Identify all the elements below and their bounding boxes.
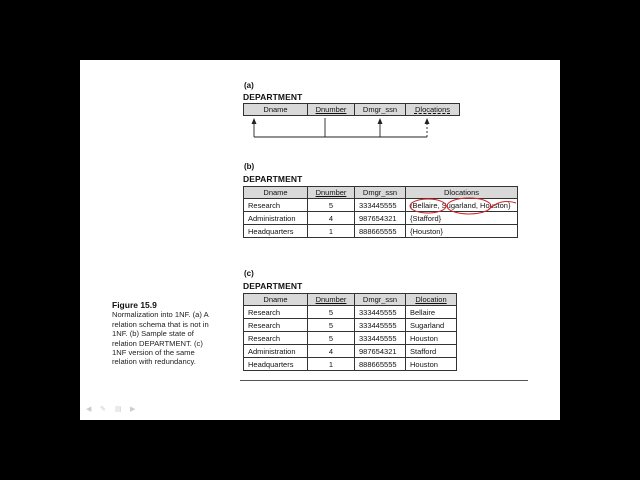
cell-dnumber: 4 [308,212,355,225]
cell-dmgr-ssn: 333445555 [355,199,406,212]
cell-dnumber: 5 [308,319,355,332]
cell-dnumber: 5 [308,332,355,345]
cell-dname: Research [244,306,308,319]
cell-dlocation: Houston [406,358,457,371]
cell-dname: Research [244,319,308,332]
schema-a-dmgr-ssn: Dmgr_ssn [355,104,406,116]
table-c [243,293,457,371]
cell-dlocation: Bellaire [406,306,457,319]
arrow-back-icon[interactable]: ◀ [86,406,92,413]
cell-dmgr-ssn: 333445555 [355,332,406,345]
cell-dlocation: Sugarland [406,319,457,332]
annotation-circle-bellaire [410,199,446,213]
cell-dname: Administration [244,212,308,225]
table-b-header: Dname [244,187,308,199]
table-row [244,319,457,332]
cell-dnumber: 1 [308,358,355,371]
cell-dlocation: Stafford [406,345,457,358]
cell-dlocations: {Stafford} [406,212,518,225]
table-b-header: Dlocations [406,187,518,199]
functional-dependency-arrows [240,115,470,145]
red-annotation-circles [400,194,530,218]
cell-dnumber: 5 [308,199,355,212]
arrow-forward-icon[interactable]: ▶ [130,406,136,413]
part-a-title: DEPARTMENT [243,92,303,102]
caption-line: relation DEPARTMENT. (c) [112,338,203,348]
divider [240,380,528,381]
cell-dnumber: 4 [308,345,355,358]
cell-dlocations: {Houston} [406,225,518,238]
table-row [244,225,518,238]
part-a-label: (a) [244,81,254,90]
cell-dmgr-ssn: 888665555 [355,225,406,238]
part-c-label: (c) [244,269,254,278]
cell-dmgr-ssn: 987654321 [355,345,406,358]
caption-line: relation with redundancy. [112,357,196,367]
figure-caption [112,301,232,367]
caption-line: 1NF. (b) Sample state of [112,329,194,339]
pen-icon[interactable]: ✎ [100,406,106,413]
cell-dlocation: Houston [406,332,457,345]
cell-dname: Headquarters [244,358,308,371]
schema-a-dname: Dname [244,104,308,116]
cell-dmgr-ssn: 333445555 [355,306,406,319]
table-b-header: Dmgr_ssn [355,187,406,199]
cell-dlocations: {Bellaire, Sugarland, Houston} [406,199,518,212]
caption-line: 1NF version of the same [112,348,195,358]
part-c-title: DEPARTMENT [243,281,303,291]
table-c-header: Dmgr_ssn [355,294,406,306]
table-c-header: Dnumber [308,294,355,306]
table-row [244,345,457,358]
part-b-title: DEPARTMENT [243,174,303,184]
cell-dnumber: 5 [308,306,355,319]
table-row [244,306,457,319]
cell-dmgr-ssn: 888665555 [355,358,406,371]
table-row [244,332,457,345]
caption-line: Normalization into 1NF. (a) A [112,310,209,320]
schema-a-dlocations: Dlocations [406,104,460,116]
cell-dname: Headquarters [244,225,308,238]
table-c-header: Dlocation [406,294,457,306]
annotation-stroke-houston [488,202,516,210]
cell-dname: Research [244,332,308,345]
part-b-label: (b) [244,162,255,171]
cell-dname: Administration [244,345,308,358]
cell-dmgr-ssn: 333445555 [355,319,406,332]
table-b-header: Dnumber [308,187,355,199]
cell-dname: Research [244,199,308,212]
cell-dmgr-ssn: 987654321 [355,212,406,225]
slide [80,60,560,420]
annotation-circle-sugarland [447,198,491,214]
table-c-header: Dname [244,294,308,306]
slides-icon[interactable]: ▤ [115,406,122,413]
schema-a-dnumber: Dnumber [308,104,355,116]
cell-dnumber: 1 [308,225,355,238]
table-row [244,358,457,371]
figure-label: Figure 15.9 [112,300,157,310]
caption-line: relation schema that is not in [112,319,209,329]
